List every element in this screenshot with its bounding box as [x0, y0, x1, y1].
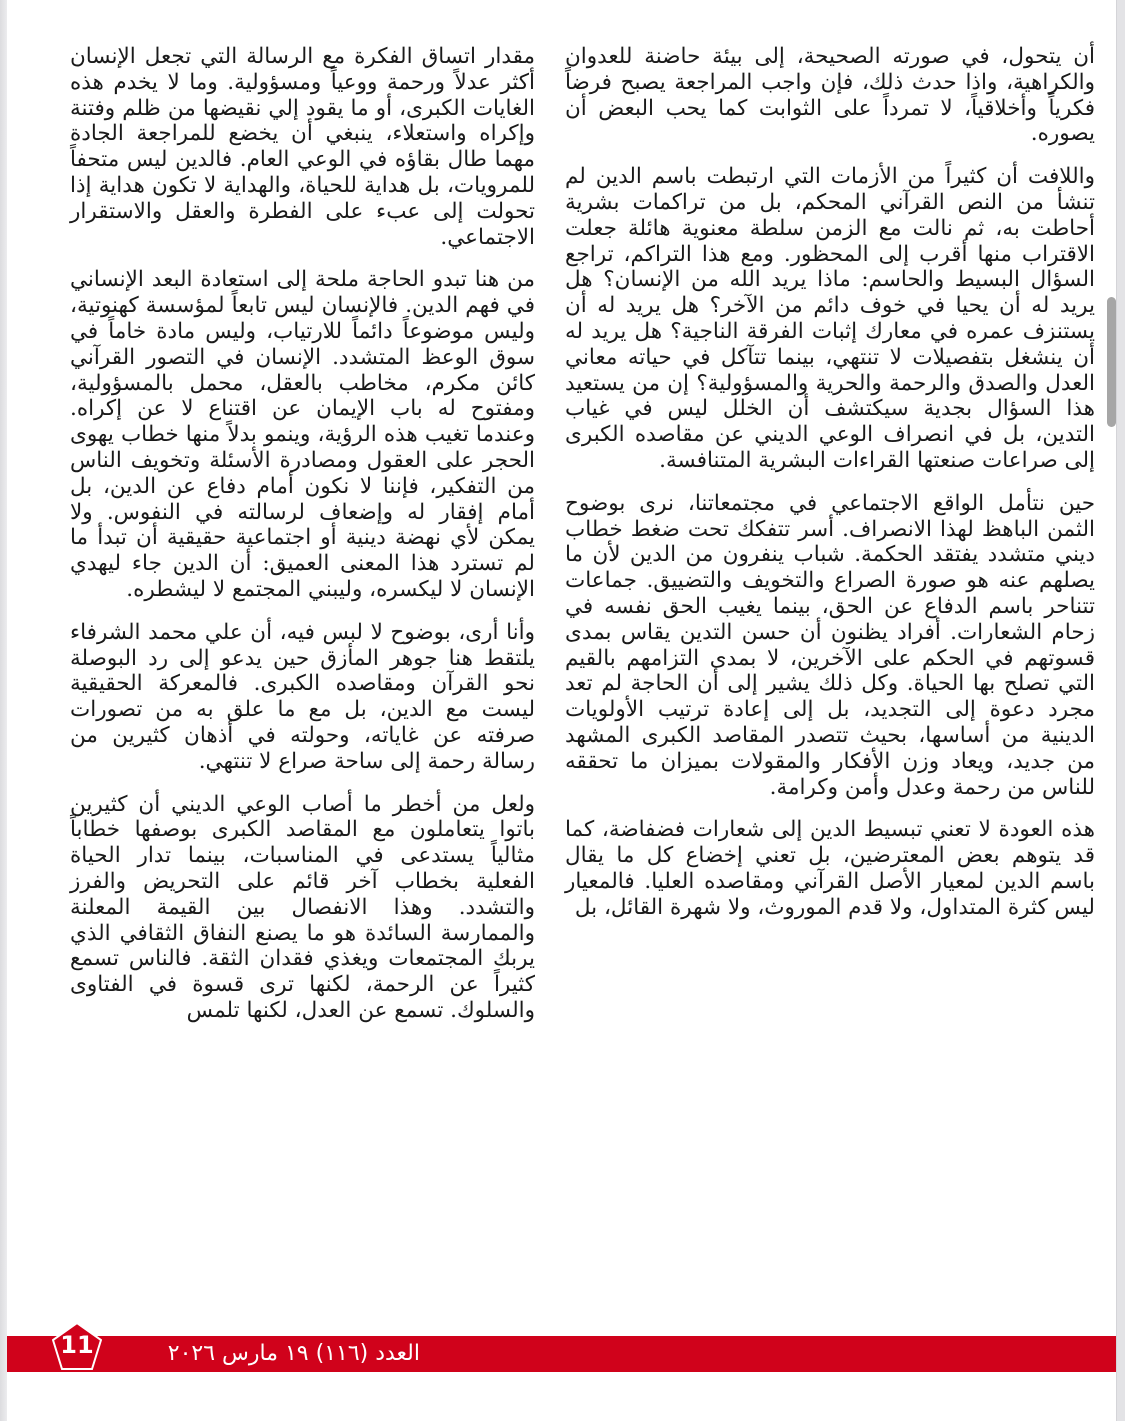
scrollbar-track[interactable]	[1116, 0, 1125, 1421]
scrollbar-thumb[interactable]	[1107, 297, 1116, 427]
paragraph: وأنا أرى، بوضوح لا لبس فيه، أن علي محمد الشرفاء يلتقط هنا جوهر المأزق حين يدعو إلى رد البوصلة نحو القرآن ومقاصده الكبرى. فالمعركة الحقيقية ليست مع الدين، بل مع ما علق به من تصورات صرفته عن غاياته، وحولته في أذهان كثيرين من رسالة رحمة إلى ساحة صراع لا تنتهي.	[70, 619, 535, 774]
paragraph: واللافت أن كثيراً من الأزمات التي ارتبطت باسم الدين لم تنشأ من النص القرآني المحكم، بل من تراكمات بشرية أحاطت به، ثم نالت مع الزمن سلطة معنوية هائلة جعلت الاقتراب منها أقرب إلى المحظور. ومع هذا التراكم، تراجع السؤال البسيط والحاسم: ماذا يريد الله من الإنسان؟ هل يريد له أن يحيا في خوف دائم من الآخر؟ هل يريد له أن يستنزف عمره في معارك إثبات الفرقة الناجية؟ هل يريد له أن ينشغل بتفصيلات لا تنتهي، بينما تتآكل في حياته معاني العدل والصدق والرحمة والحرية والمسؤولية؟ إن من يستعيد هذا السؤال بجدية سيكتشف أن الخلل ليس في غياب التدين، بل في انصراف الوعي الديني عن مقاصده الكبرى إلى صراعات صنعتها القراءات البشرية المتنافسة.	[565, 164, 1095, 473]
paragraph: من هنا تبدو الحاجة ملحة إلى استعادة البعد الإنساني في فهم الدين. فالإنسان ليس تابعاً لمؤسسة كهنوتية، وليس موضوعاً دائماً للارتياب، وليس مادة خاماً في سوق الوعظ المتشدد. الإنسان في التصور القرآني كائن مكرم، مخاطب بالعقل، محمل بالمسؤولية، ومفتوح له باب الإيمان عن اقتناع لا عن إكراه. وعندما تغيب هذه الرؤية، وينمو بدلاً منها خطاب يهوى الحجر على العقول ومصادرة الأسئلة وتخويف الناس من التفكير، فإننا لا نكون أمام دفاع عن الدين، بل أمام إفقار له وإضعاف لرسالته في النفوس. ولا يمكن لأي نهضة دينية أو اجتماعية حقيقية أن تبدأ ما لم تسترد هذا المعنى العميق: أن الدين جاء ليهدي الإنسان لا ليكسره، وليبني المجتمع لا ليشطره.	[70, 267, 535, 602]
paragraph: هذه العودة لا تعني تبسيط الدين إلى شعارات فضفاضة، كما قد يتوهم بعض المعترضين، بل تعني إخضاع كل ما يقال باسم الدين لمعيار الأصل القرآني ومقاصده العليا. فالمعيار ليس كثرة المتداول، ولا قدم الموروث، ولا شهرة القائل، بل	[565, 817, 1095, 920]
paragraph: حين نتأمل الواقع الاجتماعي في مجتمعاتنا، نرى بوضوح الثمن الباهظ لهذا الانصراف. أسر تتفكك تحت ضغط خطاب ديني متشدد يفتقد الحكمة. شباب ينفرون من الدين لأن ما يصلهم عنه هو صورة الصراع والتخويف والتضييق. جماعات تتناحر باسم الدفاع عن الحق، بينما يغيب الحق نفسه في زحام الشعارات. أفراد يظنون أن حسن التدين يقاس بمدى قسوتهم في الحكم على الآخرين، لا بمدى التزامهم بالقيم التي تصلح بها الحياة. وكل ذلك يشير إلى أن الحاجة لم تعد مجرد دعوة إلى التجديد، بل إلى إعادة ترتيب الأولويات الدينية من أساسها، بحيث تتصدر المقاصد الكبرى المشهد من جديد، ويعاد وزن الأفكار والمقولات بميزان ما تحققه للناس من رحمة وعدل وأمن وكرامة.	[565, 490, 1095, 800]
article-column-left	[70, 44, 535, 1041]
paragraph: ولعل من أخطر ما أصاب الوعي الديني أن كثيرين باتوا يتعاملون مع المقاصد الكبرى بوصفها خطاباً مثالياً يستدعى في المناسبات، بينما تدار الحياة الفعلية بخطاب آخر قائم على التحريض والفرز والتشدد. وهذا الانفصال بين القيمة المعلنة والممارسة السائدة هو ما يصنع النفاق الثقافي الذي يربك المجتمعات ويغذي فقدان الثقة. فالناس تسمع كثيراً عن الرحمة، لكنها ترى قسوة في الفتاوى والسلوك. تسمع عن العدل، لكنها تلمس	[70, 791, 535, 1023]
paragraph: مقدار اتساق الفكرة مع الرسالة التي تجعل الإنسان أكثر عدلاً ورحمة ووعياً ومسؤولية. وما لا يخدم هذه الغايات الكبرى، أو ما يقود إلي نقيضها من ظلم وفتنة وإكراه واستعلاء، ينبغي أن يخضع للمراجعة الجادة مهما طال بقاؤه في الوعي العام. فالدين ليس متحفاً للمرويات، بل هداية للحياة، والهداية لا تكون هداية إذا تحولت إلى عبء على الفطرة والعقل والاستقرار الاجتماعي.	[70, 44, 535, 250]
issue-date-line: العدد (١١٦) ١٩ مارس ٢٠٢٦	[167, 1341, 420, 1366]
article-column-right	[565, 44, 1095, 938]
viewer-left-edge	[0, 0, 7, 1421]
paragraph: أن يتحول، في صورته الصحيحة، إلى بيئة حاضنة للعدوان والكراهية، واذا حدث ذلك، فإن واجب المراجعة يصبح فرضاً فكرياً وأخلاقياً، لا تمرداً على الثوابت كما يحب البعض أن يصوره.	[565, 44, 1095, 147]
page-number: 11	[60, 1331, 94, 1359]
